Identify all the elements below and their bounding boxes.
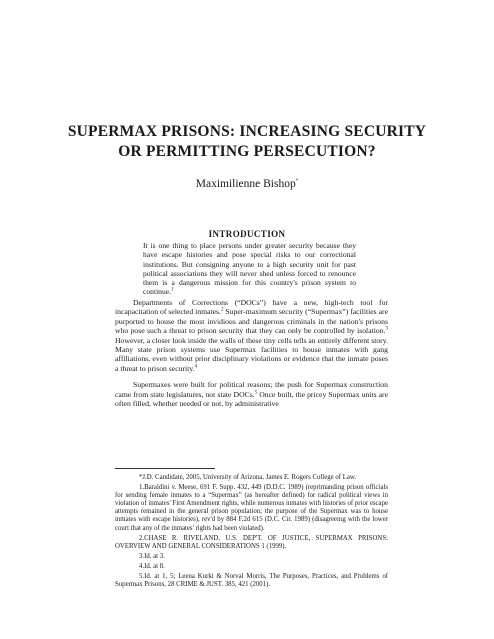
footnote-ref: 5	[254, 390, 258, 396]
footnote-mark: 3.	[139, 552, 145, 560]
sentence: Departments of Corrections (“DOCs”) have a new, high-tech tool for incapacitation of selected inmates.	[115, 298, 388, 317]
footnote	[115, 573, 388, 589]
footnote-ref: 2	[220, 307, 224, 313]
author-line	[60, 178, 434, 190]
footnote-ref: 1	[171, 287, 174, 293]
footnote-text: J.D. Candidate, 2005, University of Arizona, James E. Rogers College of Law.	[142, 474, 357, 481]
footnote	[115, 535, 388, 551]
footnote-mark: 4.	[139, 562, 145, 570]
footnote-text: Baraldini v. Meese, 691 F. Supp. 432, 449 (D.D.C. 1989) (reprimanding prison officials for sending female inmates to a “Supermax” (as hereafter defined) for radical political views in violation of inmates' First Amendment rights, while numerous inmates with histories of prior escape attempts remained in the general prison population; the purpose of the Supermax was to house inmates with escape histories), rev'd by 884 F.2d 615 (D.C. Cir. 1989) (disagreeing with the lower court that any of the inmates' rights had been violated).	[115, 484, 388, 532]
paragraph	[115, 298, 388, 373]
article-title	[60, 122, 434, 162]
sentence: Supermaxes were built for political reasons; the push for Supermax construction came from state legislatures, not state DOCs.	[115, 380, 388, 399]
footnotes	[115, 474, 388, 591]
footnote-mark: 1.	[139, 484, 145, 492]
footnote-ref: 4	[194, 364, 198, 370]
epigraph-text: It is one thing to place persons under greater security because they have escape histories and pose special risks to our correctional institutions. But consigning anyone to a high security unit for past political associations they will never shed unless forced to renounce them is a dangerous mission for this country's prison system to continue.	[143, 241, 356, 297]
sentence: Once built, the pricey Supermax units are often filled, whether needed or not, by administrative	[115, 389, 389, 409]
footnote	[115, 484, 388, 533]
footnote-ref: 3	[385, 326, 388, 332]
footnote	[115, 563, 388, 571]
footnote-mark: *	[139, 474, 143, 481]
epigraph	[143, 241, 356, 297]
author-name: Maximilienne Bishop	[195, 178, 296, 190]
footnote	[115, 474, 388, 482]
title-line-1: SUPERMAX PRISONS: INCREASING SECURITY	[67, 123, 427, 140]
footnote-text: Id. at 3.	[144, 552, 165, 560]
body-text	[115, 298, 388, 415]
footnote	[115, 553, 388, 561]
footnote-text: Id. at 8.	[144, 562, 165, 570]
footnote-text: Id. at 1, 5; Leena Kurki & Norval Morris, The Purposes, Practices, and Problems of Supermax Prisons, 28 CRIME & JUST. 385, 421 (2001).	[115, 573, 388, 589]
author-footnote-mark: *	[295, 179, 299, 185]
sentence: Super-maximum security (“Supermax”) facilities are purported to house the most invidious and dangerous criminals in the nation's prisons who pose such a threat to prison security that they can only be controlled by isolation.	[115, 307, 388, 336]
footnote-text: CHASE R. RIVELAND, U.S. DEP'T. OF JUSTICE, SUPERMAX PRISONS: OVERVIEW AND GENERAL CONSIDERATIONS 1 (1999).	[115, 534, 388, 550]
footnote-mark: 5.	[139, 573, 145, 581]
title-line-2: OR PERMITTING PERSECUTION?	[118, 143, 376, 160]
sentence: However, a closer look inside the walls of these tiny cells tells an entirely different story. Many state prison systems use Supermax facilities to house inmates with gang affiliations, even without prior disciplinary violations or evidence that the inmate poses a threat to prison security.	[115, 335, 388, 373]
footnote-divider	[115, 468, 215, 469]
section-heading: INTRODUCTION	[208, 229, 286, 239]
paragraph	[115, 380, 388, 408]
footnote-mark: 2.	[139, 534, 145, 542]
